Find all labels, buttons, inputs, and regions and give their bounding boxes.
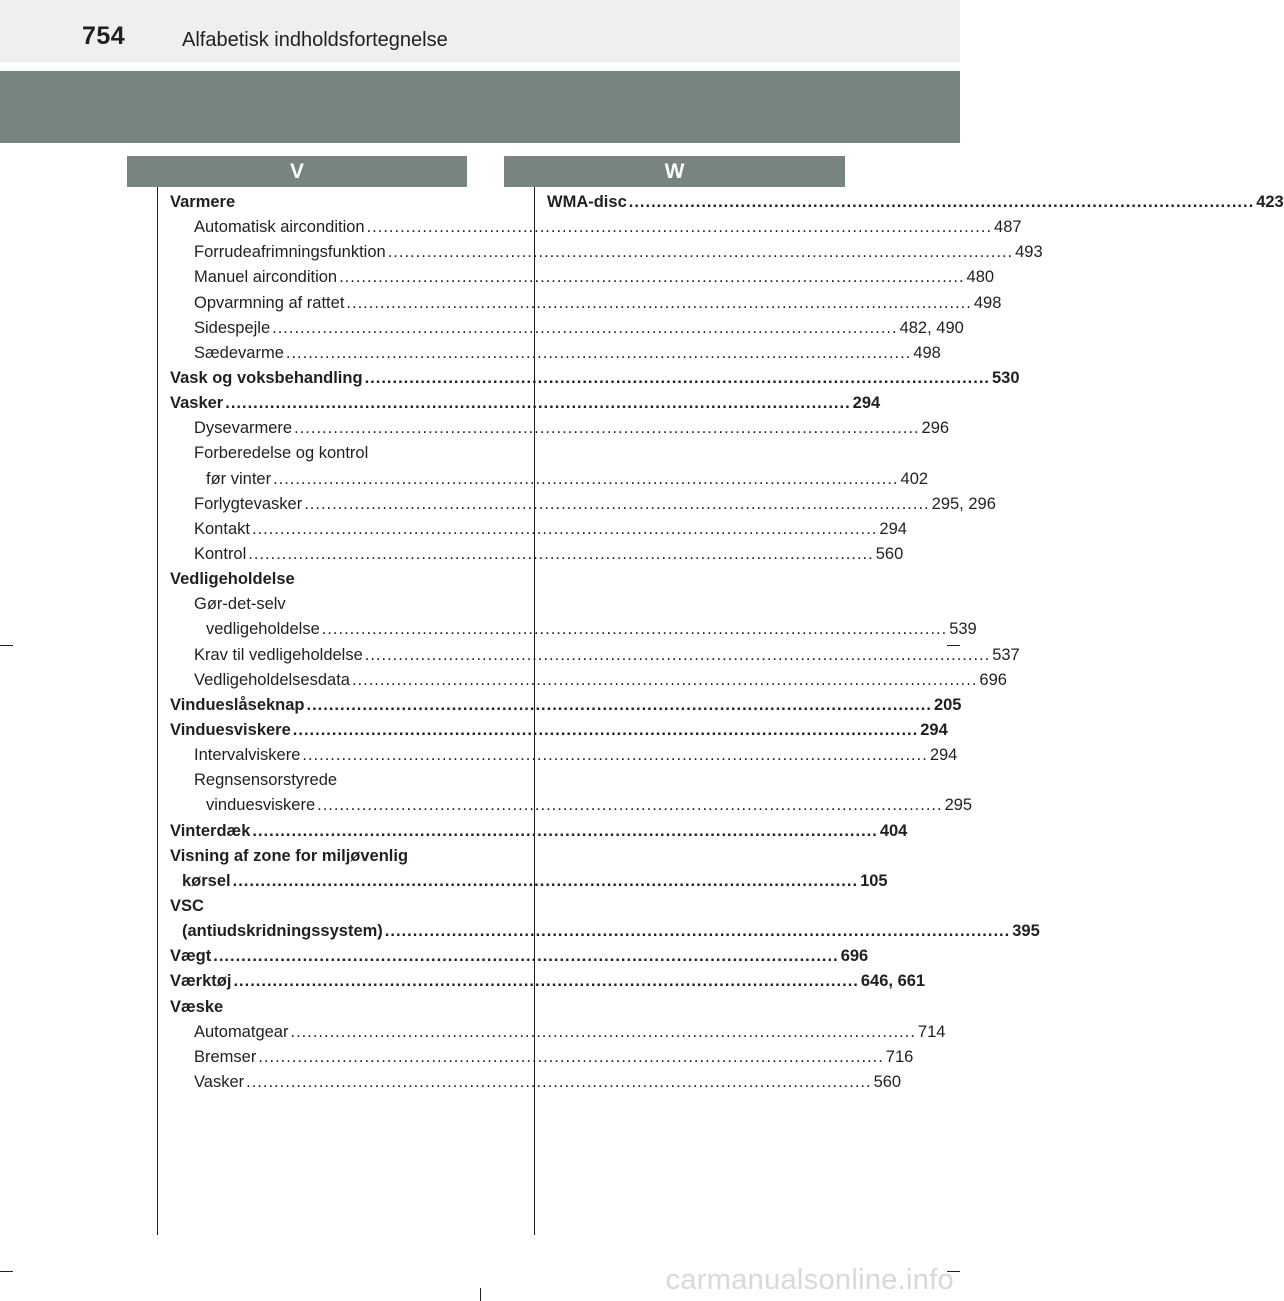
index-entry: [170, 969, 926, 994]
entry-page-ref[interactable]: 205: [933, 695, 962, 714]
header-bar: [0, 0, 960, 62]
leader-dots: ................................................................................................................: [339, 268, 965, 287]
entry-text: Sædevarme: [194, 343, 284, 362]
entry-text: før vinter: [206, 469, 272, 488]
entry-text: Manuel aircondition: [194, 268, 338, 287]
column-rule-left: [157, 187, 158, 1235]
index-entry: [170, 869, 888, 894]
entry-page-ref[interactable]: 696: [840, 947, 869, 966]
index-entry: [170, 366, 1020, 391]
watermark: carmanualsonline.info: [665, 1264, 954, 1296]
entry-text: Vedligeholdelsesdata: [194, 670, 350, 689]
crop-mark: [480, 1288, 481, 1301]
leader-dots: ................................................................................................................: [306, 695, 932, 714]
entry-text: vedligeholdelse: [206, 620, 320, 639]
entry-page-ref[interactable]: 539: [949, 620, 977, 639]
index-entry: [170, 944, 869, 969]
entry-text: Automatisk aircondition: [194, 218, 365, 237]
index-entry: [170, 995, 466, 1020]
index-entry: [170, 391, 881, 416]
index-entry: [170, 467, 929, 492]
page-title: Alfabetisk indholdsfortegnelse: [182, 29, 448, 51]
index-entry: [170, 240, 1043, 265]
leader-dots: ................................................................................................................: [251, 519, 878, 538]
leader-dots: ................................................................................................................: [248, 544, 874, 563]
index-entry: [170, 1070, 902, 1095]
leader-dots: ................................................................................................................: [258, 1047, 884, 1066]
entry-text: kørsel: [182, 871, 231, 890]
index-entry: [170, 215, 1022, 240]
entry-text: VSC: [170, 896, 204, 915]
leader-dots: ................................................................................................................: [225, 394, 851, 413]
entry-page-ref[interactable]: 480: [966, 268, 995, 287]
page-number: 754: [82, 22, 126, 50]
entry-page-ref[interactable]: 646, 661: [860, 972, 926, 991]
leader-dots: ................................................................................................................: [364, 368, 990, 387]
leader-dots: ................................................................................................................: [321, 620, 948, 639]
entry-page-ref[interactable]: 530: [992, 368, 1020, 387]
entry-text: (antiudskridningssystem): [182, 922, 383, 941]
entry-text: Vægt: [170, 947, 212, 966]
crop-mark: [0, 1271, 13, 1272]
index-entry: [170, 1045, 914, 1070]
section-heading-w: W: [504, 156, 845, 187]
entry-text: WMA-disc: [547, 193, 627, 211]
entry-page-ref[interactable]: 482, 490: [899, 318, 964, 337]
entry-page-ref[interactable]: 294: [929, 746, 958, 765]
leader-dots: ................................................................................................................: [213, 947, 839, 966]
entry-text: Vindueslåseknap: [170, 695, 305, 714]
entry-text: Vasker: [194, 1072, 245, 1091]
leader-dots: ................................................................................................................: [304, 494, 930, 513]
entry-text: Værktøj: [170, 972, 232, 991]
leader-dots: ................................................................................................................: [232, 871, 859, 890]
index-entry: [170, 291, 1002, 316]
leader-dots: ................................................................................................................: [272, 318, 898, 337]
entry-text: Krav til vedligeholdelse: [194, 645, 363, 664]
index-entry: [170, 265, 995, 290]
entry-text: Gør-det-selv: [194, 595, 286, 614]
entry-text: Kontakt: [194, 519, 250, 538]
index-entry: [170, 844, 466, 869]
decorative-band: [0, 71, 960, 143]
leader-dots: ................................................................................................................: [252, 821, 878, 840]
leader-dots: ................................................................................................................: [292, 720, 919, 739]
entry-page-ref[interactable]: 423: [1256, 193, 1284, 211]
leader-dots: ................................................................................................................: [387, 243, 1014, 262]
entry-text: Opvarmning af rattet: [194, 293, 345, 312]
entry-text: Visning af zone for miljøvenlig: [170, 846, 409, 865]
entry-text: Dysevarmere: [194, 419, 293, 438]
leader-dots: ................................................................................................................: [294, 419, 920, 438]
leader-dots: ................................................................................................................: [317, 796, 943, 815]
entry-text: Bremser: [194, 1047, 257, 1066]
entry-page-ref[interactable]: 404: [879, 821, 908, 840]
entry-text: Sidespejle: [194, 318, 271, 337]
entry-text: Automatgear: [194, 1022, 289, 1041]
index-entry: [170, 316, 964, 341]
index-entry: [170, 416, 950, 441]
entry-text: Varmere: [170, 193, 236, 211]
leader-dots: ................................................................................................................: [366, 218, 993, 237]
entry-page-ref[interactable]: 294: [852, 394, 881, 413]
entry-text: Vedligeholdelse: [170, 570, 295, 589]
leader-dots: ................................................................................................................: [285, 343, 912, 362]
entry-text: vinduesviskere: [206, 796, 316, 815]
index-entry: [170, 819, 908, 844]
index-column-w: [547, 190, 1284, 215]
index-entry: [170, 768, 466, 793]
entry-page-ref[interactable]: 296: [921, 419, 950, 438]
index-entry: [170, 492, 996, 517]
entry-text: Væske: [170, 997, 224, 1016]
entry-page-ref[interactable]: 716: [885, 1047, 914, 1066]
leader-dots: ................................................................................................................: [273, 469, 899, 488]
index-entry: [170, 793, 973, 818]
leader-dots: ................................................................................................................: [384, 922, 1011, 941]
entry-page-ref[interactable]: 498: [913, 343, 941, 362]
index-entry: [170, 542, 904, 567]
index-entry: [170, 743, 958, 768]
index-entry: [547, 190, 1284, 215]
leader-dots: ................................................................................................................: [364, 645, 991, 664]
entry-text: Forrudeafrimningsfunktion: [194, 243, 386, 262]
index-entry: [170, 441, 466, 466]
entry-page-ref[interactable]: 714: [917, 1022, 946, 1041]
entry-page-ref[interactable]: 395: [1012, 922, 1040, 941]
index-entry: [170, 592, 466, 617]
index-entry: [170, 668, 1007, 693]
entry-text: Forlygtevasker: [194, 494, 303, 513]
leader-dots: ................................................................................................................: [346, 293, 972, 312]
entry-page-ref[interactable]: 402: [900, 469, 929, 488]
index-entry: [170, 718, 948, 743]
entry-text: Vinterdæk: [170, 821, 251, 840]
leader-dots: ................................................................................................................: [246, 1072, 872, 1091]
entry-text: Vasker: [170, 394, 224, 413]
section-heading-v: V: [127, 156, 467, 187]
index-entry: [170, 1020, 946, 1045]
entry-page-ref[interactable]: 294: [920, 720, 948, 739]
leader-dots: ................................................................................................................: [290, 1022, 916, 1041]
entry-page-ref[interactable]: 696: [979, 670, 1007, 689]
entry-text: Vask og voksbehandling: [170, 368, 363, 387]
entry-text: Regnsensorstyrede: [194, 771, 338, 790]
entry-page-ref[interactable]: 493: [1015, 243, 1043, 262]
entry-page-ref[interactable]: 537: [992, 645, 1020, 664]
index-entry: [170, 894, 466, 919]
leader-dots: ................................................................................................................: [233, 972, 859, 991]
index-entry: [170, 190, 466, 215]
leader-dots: ................................................................................................................: [351, 670, 978, 689]
index-entry: [170, 341, 941, 366]
entry-page-ref[interactable]: 498: [973, 293, 1002, 312]
index-entry: [170, 517, 907, 542]
crop-mark: [947, 645, 960, 646]
entry-text: Intervalviskere: [194, 746, 301, 765]
crop-mark: [0, 645, 13, 646]
entry-page-ref[interactable]: 295: [944, 796, 973, 815]
entry-page-ref[interactable]: 105: [860, 871, 888, 890]
index-entry: [170, 617, 977, 642]
entry-page-ref[interactable]: 560: [875, 544, 904, 563]
entry-page-ref[interactable]: 487: [994, 218, 1022, 237]
index-entry: [170, 693, 962, 718]
entry-text: Kontrol: [194, 544, 247, 563]
index-entry: [170, 919, 1040, 944]
leader-dots: ................................................................................................................: [628, 193, 1255, 211]
entry-page-ref[interactable]: 294: [879, 519, 907, 538]
entry-text: Vinduesviskere: [170, 720, 291, 739]
entry-page-ref[interactable]: 560: [873, 1072, 902, 1091]
leader-dots: ................................................................................................................: [302, 746, 928, 765]
entry-page-ref[interactable]: 295, 296: [931, 494, 996, 513]
index-entry: [170, 567, 466, 592]
index-entry: [170, 643, 1020, 668]
entry-text: Forberedelse og kontrol: [194, 444, 369, 463]
